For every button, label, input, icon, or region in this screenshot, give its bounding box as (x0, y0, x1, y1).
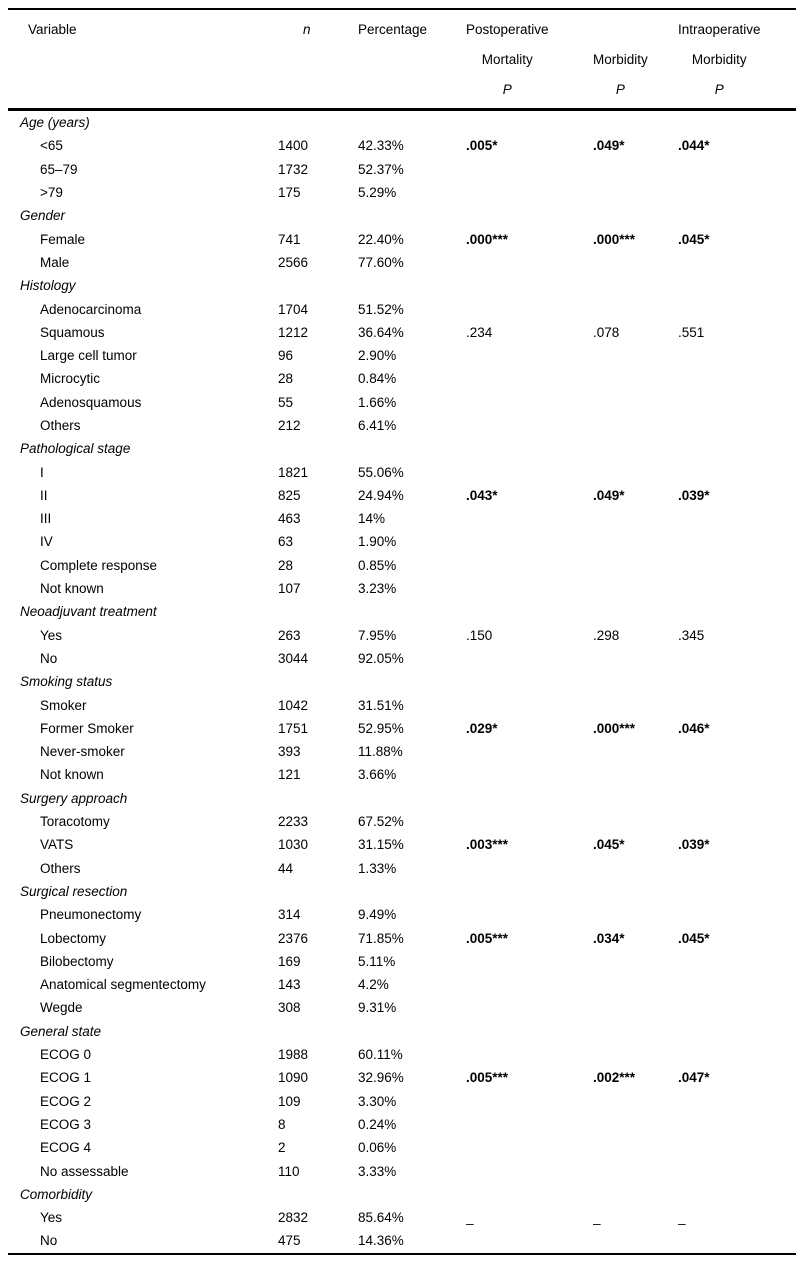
table-row (8, 926, 796, 949)
cell-n: 263 (278, 627, 301, 643)
table-row (8, 530, 796, 553)
group-label: Smoking status (20, 674, 113, 690)
cell-variable: Adenocarcinoma (40, 301, 142, 317)
cell-variable: Complete response (40, 557, 158, 573)
cell-p-morbidity: .034* (593, 930, 625, 946)
cell-p-mortality: .005*** (466, 1070, 509, 1086)
cell-variable: ECOG 4 (40, 1140, 92, 1156)
table-row (8, 833, 796, 856)
group-label: Surgical resection (20, 883, 128, 899)
header-intraoperative-stack (678, 15, 761, 105)
group-header-row (8, 274, 796, 297)
cell-variable: Large cell tumor (40, 348, 137, 364)
cell-p-morbidity: .049* (593, 487, 625, 503)
cell-variable: Female (40, 231, 86, 247)
cell-n: 393 (278, 744, 301, 760)
cell-variable: Yes (40, 1210, 63, 1226)
group-label: Pathological stage (20, 441, 131, 457)
table-body (8, 111, 796, 1253)
group-header-row (8, 204, 796, 227)
cell-p-intraoperative: .039* (678, 487, 710, 503)
cell-variable: Smoker (40, 697, 87, 713)
cell-percentage: 31.51% (358, 697, 404, 713)
cell-p-mortality: .005*** (466, 930, 509, 946)
cell-p-intraoperative: .047* (678, 1070, 710, 1086)
cell-variable: Adenosquamous (40, 394, 142, 410)
cell-n: 1732 (278, 161, 309, 177)
cell-variable: ECOG 3 (40, 1116, 92, 1132)
cell-percentage: 52.95% (358, 720, 404, 736)
group-header-row (8, 600, 796, 623)
cell-variable: Others (40, 860, 81, 876)
cell-p-morbidity: .000*** (593, 720, 636, 736)
cell-variable: >79 (40, 185, 63, 201)
cell-variable: Never-smoker (40, 744, 125, 760)
cell-percentage: 42.33% (358, 138, 404, 154)
header-mortality-p-label: P (502, 82, 512, 97)
header-morbidity-label: Morbidity (593, 52, 648, 67)
cell-percentage: 1.66% (358, 394, 397, 410)
header-variable (8, 15, 278, 105)
header-intraoperative-morbidity (678, 15, 796, 105)
cell-percentage: 60.11% (358, 1047, 403, 1063)
header-postoperative-label: Postoperative (466, 22, 549, 37)
group-header-row (8, 1183, 796, 1206)
cell-p-mortality: .029* (466, 720, 498, 736)
table-row (8, 950, 796, 973)
cell-variable: ECOG 0 (40, 1047, 92, 1063)
cell-p-mortality: .003*** (466, 837, 509, 853)
table-header-row (8, 10, 796, 108)
header-intraop-morbidity-label: Morbidity (691, 52, 747, 67)
table-row (8, 693, 796, 716)
cell-p-mortality: .005* (466, 138, 498, 154)
cell-n: 107 (278, 581, 301, 597)
cell-n: 175 (278, 185, 301, 201)
cell-p-intraoperative: .045* (678, 231, 710, 247)
table-row (8, 344, 796, 367)
cell-n: 825 (278, 487, 301, 503)
cell-percentage: 6.41% (358, 418, 397, 433)
table-row (8, 810, 796, 833)
cell-variable: Former Smoker (40, 720, 134, 736)
cell-p-morbidity: .078 (593, 324, 620, 340)
group-header-row (8, 1020, 796, 1043)
cell-variable: 65–79 (40, 161, 78, 177)
cell-percentage: 31.15% (358, 837, 404, 853)
table-row (8, 460, 796, 483)
cell-percentage: 0.85% (358, 557, 397, 573)
cell-n: 308 (278, 1000, 301, 1016)
cell-n: 2233 (278, 814, 309, 830)
cell-n: 109 (278, 1093, 301, 1109)
header-n-label: n (303, 22, 311, 37)
cell-n: 1042 (278, 697, 309, 713)
cell-percentage: 36.64% (358, 324, 404, 340)
group-header-row (8, 787, 796, 810)
cell-percentage: 5.11% (358, 953, 396, 969)
cell-percentage: 51.52% (358, 301, 404, 317)
cell-p-intraoperative: .039* (678, 837, 710, 853)
cell-percentage: 3.33% (358, 1163, 397, 1179)
header-mortality-label: Mortality (481, 52, 533, 67)
cell-p-intraoperative: .551 (678, 324, 705, 340)
cell-n: 2376 (278, 930, 309, 946)
cell-p-morbidity: .002*** (593, 1070, 636, 1086)
cell-n: 314 (278, 907, 301, 923)
cell-n: 1030 (278, 837, 309, 853)
cell-variable: Wegde (40, 1000, 83, 1016)
table-row (8, 1066, 796, 1089)
cell-variable: No assessable (40, 1163, 129, 1179)
cell-variable: Not known (40, 581, 104, 597)
cell-variable: ECOG 1 (40, 1070, 92, 1086)
cell-percentage: 0.06% (358, 1140, 397, 1156)
cell-p-morbidity: _ (593, 1210, 601, 1226)
paper-table (8, 8, 796, 1255)
cell-percentage: 3.23% (358, 581, 397, 597)
table-row (8, 857, 796, 880)
header-intraoperative-label: Intraoperative (678, 22, 761, 37)
cell-percentage: 85.64% (358, 1210, 404, 1226)
cell-variable: Yes (40, 627, 63, 643)
cell-percentage: 77.60% (358, 254, 404, 270)
cell-percentage: 24.94% (358, 487, 404, 503)
cell-variable: Others (40, 418, 81, 433)
table-row (8, 1136, 796, 1159)
group-header-row (8, 111, 796, 134)
group-header-row (8, 670, 796, 693)
cell-variable: <65 (40, 138, 63, 154)
cell-variable: Microcytic (40, 371, 100, 387)
group-header-row (8, 880, 796, 903)
cell-percentage: 2.90% (358, 348, 397, 364)
header-percentage (358, 15, 466, 105)
cell-n: 741 (278, 231, 301, 247)
cell-variable: IV (40, 534, 53, 550)
group-label: Comorbidity (20, 1186, 93, 1202)
header-percentage-label: Percentage (358, 22, 428, 37)
cell-n: 2 (278, 1140, 286, 1156)
table-row (8, 1113, 796, 1136)
cell-variable: No (40, 1233, 58, 1249)
table-row (8, 251, 796, 274)
cell-n: 44 (278, 860, 294, 876)
cell-percentage: 52.37% (358, 161, 404, 177)
header-postoperative-mortality (466, 15, 593, 105)
cell-p-mortality: .150 (466, 627, 493, 643)
table-row (8, 158, 796, 181)
cell-n: 3044 (278, 650, 309, 666)
cell-percentage: 32.96% (358, 1070, 404, 1086)
table-row (8, 996, 796, 1019)
cell-percentage: 1.33% (358, 860, 397, 876)
header-morbidity-stack (593, 15, 648, 105)
cell-n: 55 (278, 394, 294, 410)
cell-percentage: 5.29% (358, 185, 397, 201)
cell-percentage: 3.66% (358, 767, 397, 783)
cell-variable: Toracotomy (40, 814, 110, 830)
cell-p-mortality: .234 (466, 324, 493, 340)
table-row (8, 903, 796, 926)
cell-p-morbidity: .045* (593, 837, 625, 853)
table-row (8, 227, 796, 250)
cell-n: 110 (278, 1163, 300, 1179)
cell-p-morbidity: .049* (593, 138, 625, 154)
cell-n: 475 (278, 1233, 301, 1249)
cell-p-morbidity: .298 (593, 627, 620, 643)
header-intraop-p-label: P (714, 82, 724, 97)
cell-variable: No (40, 650, 58, 666)
cell-p-intraoperative: .046* (678, 720, 710, 736)
table-row (8, 321, 796, 344)
group-label: Neoadjuvant treatment (20, 604, 157, 620)
table-row (8, 577, 796, 600)
cell-n: 1400 (278, 138, 309, 154)
cell-variable: Anatomical segmentectomy (40, 977, 206, 993)
table-row (8, 1229, 796, 1252)
group-label: General state (20, 1023, 102, 1039)
table-row (8, 740, 796, 763)
cell-percentage: 0.24% (358, 1116, 397, 1132)
cell-percentage: 14.36% (358, 1233, 404, 1249)
group-header-row (8, 437, 796, 460)
table-row (8, 1089, 796, 1112)
cell-percentage: 7.95% (358, 627, 397, 643)
table-row (8, 414, 796, 437)
cell-n: 2832 (278, 1210, 309, 1226)
cell-n: 28 (278, 557, 294, 573)
table-bottom-rule (8, 1253, 796, 1255)
group-label: Gender (20, 208, 66, 224)
cell-variable: Male (40, 254, 70, 270)
cell-percentage: 67.52% (358, 814, 404, 830)
cell-p-intraoperative: _ (678, 1210, 686, 1226)
cell-n: 1212 (278, 324, 309, 340)
cell-variable: Bilobectomy (40, 953, 114, 969)
header-morbidity (593, 15, 678, 105)
table-row (8, 181, 796, 204)
table-row (8, 763, 796, 786)
cell-n: 96 (278, 348, 294, 364)
cell-percentage: 1.90% (358, 534, 397, 550)
table-row (8, 391, 796, 414)
cell-variable: I (40, 464, 44, 480)
cell-variable: Squamous (40, 324, 105, 340)
group-label: Surgery approach (20, 790, 128, 806)
cell-percentage: 55.06% (358, 464, 404, 480)
cell-n: 1751 (278, 720, 309, 736)
cell-p-mortality: .043* (466, 487, 498, 503)
cell-n: 1704 (278, 301, 309, 317)
cell-percentage: 22.40% (358, 231, 404, 247)
table-row (8, 367, 796, 390)
cell-n: 1821 (278, 464, 309, 480)
group-label: Histology (20, 278, 76, 294)
cell-variable: II (40, 487, 48, 503)
table-row (8, 484, 796, 507)
cell-n: 212 (278, 418, 301, 433)
cell-n: 463 (278, 511, 301, 527)
cell-variable: III (40, 511, 52, 527)
cell-variable: VATS (40, 837, 74, 853)
header-postoperative-stack (466, 15, 549, 105)
cell-p-morbidity: .000*** (593, 231, 636, 247)
cell-n: 1988 (278, 1047, 309, 1063)
header-n (278, 15, 358, 105)
cell-percentage: 14% (358, 511, 386, 527)
table-row (8, 647, 796, 670)
cell-p-intraoperative: .045* (678, 930, 710, 946)
table-row (8, 297, 796, 320)
cell-n: 143 (278, 977, 301, 993)
cell-variable: Lobectomy (40, 930, 107, 946)
table-row (8, 1159, 796, 1182)
table-row (8, 973, 796, 996)
cell-n: 63 (278, 534, 294, 550)
cell-p-mortality: _ (466, 1210, 474, 1226)
cell-p-intraoperative: .345 (678, 627, 705, 643)
table-row (8, 554, 796, 577)
group-label: Age (years) (20, 115, 90, 131)
cell-n: 28 (278, 371, 294, 387)
cell-percentage: 71.85% (358, 930, 404, 946)
header-morbidity-spacer (593, 15, 648, 45)
cell-percentage: 4.2% (358, 977, 389, 993)
table-row (8, 624, 796, 647)
table-row (8, 1206, 796, 1229)
cell-percentage: 92.05% (358, 650, 404, 666)
cell-variable: Not known (40, 767, 104, 783)
header-morbidity-p-label: P (615, 82, 625, 97)
cell-p-intraoperative: .044* (678, 138, 710, 154)
cell-n: 8 (278, 1116, 286, 1132)
table-row (8, 134, 796, 157)
cell-percentage: 9.49% (358, 907, 397, 923)
cell-n: 2566 (278, 254, 309, 270)
cell-percentage: 0.84% (358, 371, 397, 387)
cell-p-mortality: .000*** (466, 231, 509, 247)
cell-variable: Pneumonectomy (40, 907, 142, 923)
table-row (8, 507, 796, 530)
cell-n: 121 (278, 767, 301, 783)
cell-percentage: 3.30% (358, 1093, 397, 1109)
cell-n: 1090 (278, 1070, 309, 1086)
cell-variable: ECOG 2 (40, 1093, 92, 1109)
cell-n: 169 (278, 953, 301, 969)
table-row (8, 717, 796, 740)
header-variable-label: Variable (28, 22, 77, 37)
cell-percentage: 9.31% (358, 1000, 397, 1016)
table-row (8, 1043, 796, 1066)
cell-percentage: 11.88% (358, 744, 403, 760)
